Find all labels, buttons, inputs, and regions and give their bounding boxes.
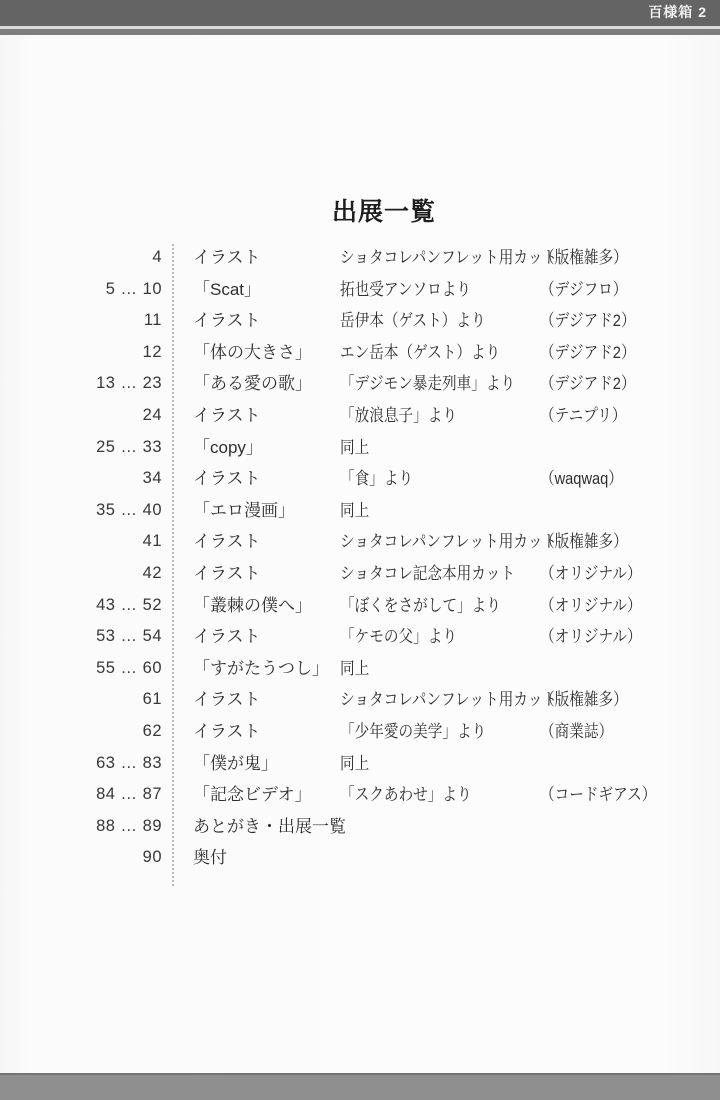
row-page-numbers: 4 — [152, 248, 162, 266]
row-publication: （版権雑多） — [540, 690, 628, 710]
row-publication: （waqwaq） — [540, 469, 623, 489]
row-work-title: イラスト — [193, 405, 261, 425]
row-source: 同上 — [340, 753, 370, 773]
top-header-band — [0, 0, 720, 26]
bottom-gray-band — [0, 1073, 720, 1100]
row-source: 拓也受アンソロより — [340, 279, 472, 299]
row-page-numbers: 42 — [142, 563, 162, 582]
row-publication: （コードギアス） — [540, 785, 657, 805]
page-title: 出展一覧 — [332, 197, 437, 226]
row-publication: （オリジナル） — [540, 627, 642, 647]
row-work-title: イラスト — [193, 532, 261, 552]
row-source: ショタコレパンフレット用カット — [340, 690, 558, 710]
table-row — [0, 684, 720, 716]
row-work-title: 「エロ漫画」 — [193, 500, 295, 520]
row-page-numbers: 55 … 60 — [96, 658, 162, 677]
row-page-numbers: 43 … 52 — [96, 595, 162, 614]
row-page-numbers: 61 — [142, 690, 162, 709]
row-work-title: 「記念ビデオ」 — [193, 785, 312, 805]
row-source: ショタコレパンフレット用カット — [340, 532, 558, 552]
table-row — [0, 526, 720, 558]
row-publication: （オリジナル） — [540, 563, 642, 583]
table-row — [0, 590, 720, 622]
table-row — [0, 621, 720, 653]
table-row — [0, 842, 720, 874]
row-source: 「デジモン暴走列車」より — [340, 374, 516, 394]
row-page-numbers: 62 — [142, 721, 162, 740]
row-source: 「ケモの父」より — [340, 627, 457, 647]
row-page-numbers: 24 — [142, 405, 162, 424]
table-row — [0, 811, 720, 843]
table-row — [0, 748, 720, 780]
row-work-title: イラスト — [193, 721, 261, 741]
row-publication: （オリジナル） — [540, 595, 642, 615]
row-work-title: 「ある愛の歌」 — [193, 374, 312, 394]
row-publication: （デジフロ） — [540, 279, 628, 299]
table-row — [0, 400, 720, 432]
row-page-numbers: 25 … 33 — [96, 437, 162, 456]
table-row — [0, 495, 720, 527]
table-row — [0, 274, 720, 306]
contents-table — [0, 242, 720, 874]
row-publication: （商業誌） — [540, 721, 614, 741]
table-row — [0, 463, 720, 495]
row-work-title: イラスト — [193, 311, 261, 331]
row-page-numbers: 35 … 40 — [96, 500, 162, 519]
row-source: ショタコレパンフレット用カット — [340, 248, 558, 267]
table-row — [0, 242, 720, 274]
row-page-numbers: 53 … 54 — [96, 627, 162, 646]
row-work-title: 「叢棘の僕へ」 — [193, 595, 312, 615]
row-source: 「食」より — [340, 469, 414, 489]
row-page-numbers: 34 — [142, 469, 162, 488]
table-row — [0, 337, 720, 369]
row-work-title: 「copy」 — [193, 437, 263, 457]
row-page-numbers: 88 … 89 — [96, 816, 162, 835]
row-publication: （デジアド2） — [540, 374, 636, 394]
row-work-title: イラスト — [193, 563, 261, 583]
row-work-title: 「すがたうつし」 — [193, 658, 329, 678]
table-row — [0, 368, 720, 400]
row-page-numbers: 12 — [142, 342, 162, 361]
row-source: 「放浪息子」より — [340, 405, 457, 425]
row-source: 「少年愛の美学」より — [340, 721, 487, 741]
row-source: 「ぼくをさがして」より — [340, 595, 501, 615]
table-row — [0, 305, 720, 337]
row-page-numbers: 41 — [142, 532, 162, 551]
row-page-numbers: 11 — [143, 311, 162, 330]
row-work-title: イラスト — [193, 690, 261, 710]
table-row — [0, 558, 720, 590]
row-publication: （版権雑多） — [540, 248, 628, 267]
row-publication: （版権雑多） — [540, 532, 628, 552]
row-work-title: あとがき・出展一覧 — [193, 816, 346, 836]
row-source: 「スクあわせ」より — [340, 785, 472, 805]
row-work-title: 「僕が鬼」 — [193, 753, 278, 773]
row-source: 同上 — [340, 500, 370, 520]
row-source: ショタコレ記念本用カット — [340, 563, 516, 583]
row-work-title: 「体の大きさ」 — [193, 342, 312, 362]
row-page-numbers: 13 … 23 — [96, 374, 162, 393]
row-source: 岳伊本（ゲスト）より — [340, 311, 486, 331]
row-source: エン岳本（ゲスト）より — [340, 342, 501, 362]
table-row — [0, 653, 720, 685]
row-work-title: 「Scat」 — [193, 279, 262, 299]
table-row — [0, 716, 720, 748]
row-publication: （デジアド2） — [540, 342, 636, 362]
row-page-numbers: 63 … 83 — [96, 753, 162, 772]
row-page-numbers: 90 — [142, 848, 162, 867]
header-gray-strip — [0, 29, 720, 35]
row-publication: （テニプリ） — [540, 405, 627, 425]
book-title: 百様箱 2 — [648, 4, 707, 20]
row-page-numbers: 84 … 87 — [96, 785, 162, 804]
row-source: 同上 — [340, 437, 370, 457]
row-work-title: イラスト — [193, 469, 261, 489]
row-work-title: イラスト — [193, 627, 261, 647]
row-source: 同上 — [340, 658, 370, 678]
row-work-title: 奥付 — [193, 848, 227, 868]
row-publication: （デジアド2） — [540, 311, 636, 331]
row-work-title: イラスト — [193, 248, 261, 267]
row-page-numbers: 5 … 10 — [105, 279, 162, 298]
table-row — [0, 432, 720, 464]
table-row — [0, 779, 720, 811]
